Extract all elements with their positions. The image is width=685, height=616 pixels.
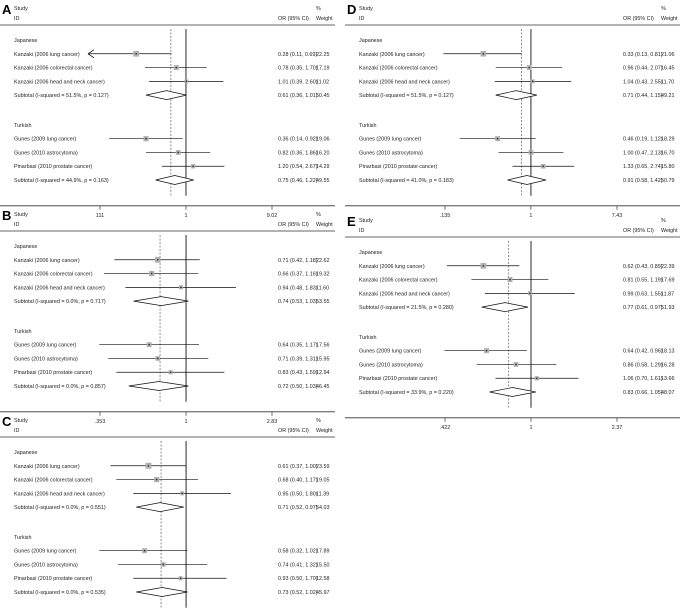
study-weight: 16.28: [661, 362, 675, 369]
header-percent: %: [316, 212, 321, 218]
study-or-ci: 0.36 (0.14, 0.92): [278, 136, 318, 143]
header-or: OR (95% CI): [278, 428, 309, 434]
subtotal-diamond: [482, 303, 528, 312]
study-or-ci: 0.93 (0.50, 1.70): [278, 576, 318, 583]
header-weight: Weight: [316, 428, 333, 434]
forest-plot-c: [0, 412, 335, 612]
study-label: Pinarbasi (2010 prostate cancer): [14, 576, 93, 583]
study-or-ci: 0.61 (0.37, 1.00): [278, 463, 318, 470]
subtotal-or-ci: 0.61 (0.36, 1.01): [278, 93, 318, 100]
study-weight: 11.02: [316, 79, 330, 86]
study-or-ci: 0.46 (0.19, 1.12): [623, 136, 663, 143]
x-tick-label: 1: [184, 212, 188, 219]
group-label: Japanese: [14, 450, 38, 456]
study-or-ci: 1.33 (0.65, 2.74): [623, 164, 663, 171]
study-weight: 16.20: [316, 150, 330, 157]
header-percent: %: [661, 218, 666, 224]
study-label: Kanzaki (2006 colorectal cancer): [14, 65, 93, 72]
study-label: Kanzaki (2006 head and neck cancer): [359, 79, 450, 86]
point-estimate-dot: [186, 81, 188, 83]
study-or-ci: 0.96 (0.44, 2.07): [623, 65, 663, 72]
subtotal-label: Subtotal (I-squared = 0.0%, p = 0.717): [14, 299, 106, 306]
study-label: Pinarbasi (2010 prostate cancer): [14, 370, 93, 377]
study-weight: 19.32: [316, 271, 330, 278]
study-weight: 21.06: [661, 51, 675, 58]
study-or-ci: 1.20 (0.54, 2.67): [278, 164, 318, 171]
point-estimate-dot: [151, 273, 153, 275]
subtotal-weight: 48.07: [661, 390, 675, 397]
point-estimate-dot: [156, 479, 158, 481]
subtotal-label: Subtotal (I-squared = 0.0%, p = 0.535): [14, 590, 106, 597]
subtotal-diamond: [508, 176, 546, 185]
subtotal-or-ci: 0.73 (0.52, 1.02): [278, 590, 318, 597]
header-id: ID: [14, 428, 20, 434]
study-or-ci: 0.74 (0.41, 1.32): [278, 562, 318, 569]
point-estimate-dot: [528, 67, 530, 69]
forest-panel-b: [0, 206, 335, 425]
point-estimate-dot: [162, 564, 164, 566]
study-label: Gunes (2010 astrocytoma): [14, 356, 78, 363]
subtotal-or-ci: 0.77 (0.61, 0.97): [623, 305, 663, 312]
group-label: Turkish: [14, 122, 32, 129]
header-weight: Weight: [316, 222, 333, 228]
study-weight: 17.89: [316, 548, 330, 555]
subtotal-diamond: [129, 382, 189, 391]
study-label: Kanzaki (2006 lung cancer): [14, 463, 80, 470]
header-or: OR (95% CI): [278, 222, 309, 228]
point-estimate-dot: [144, 550, 146, 552]
study-label: Kanzaki (2006 colorectal cancer): [359, 277, 438, 284]
study-weight: 19.05: [316, 477, 330, 484]
study-weight: 19.06: [316, 136, 330, 143]
study-weight: 17.19: [316, 65, 330, 72]
forest-panel-a: [0, 0, 335, 219]
study-weight: 15.95: [316, 356, 330, 363]
study-label: Kanzaki (2006 lung cancer): [14, 257, 80, 264]
point-estimate-dot: [515, 364, 517, 366]
subtotal-label: Subtotal (I-squared = 51.5%, p = 0.127): [359, 93, 454, 100]
study-weight: 18.13: [661, 348, 675, 355]
study-label: Kanzaki (2006 colorectal cancer): [359, 65, 438, 72]
subtotal-label: Subtotal (I-squared = 0.0%, p = 0.551): [14, 505, 106, 512]
header-id: ID: [359, 228, 365, 234]
study-label: Kanzaki (2006 head and neck cancer): [14, 491, 105, 498]
point-estimate-dot: [181, 493, 183, 495]
study-label: Gunes (2009 lung cancer): [359, 348, 422, 355]
header-weight: Weight: [661, 16, 678, 22]
study-weight: 12.58: [316, 576, 330, 583]
header-or: OR (95% CI): [278, 16, 309, 22]
study-weight: 13.66: [661, 376, 675, 383]
study-label: Gunes (2010 astrocytoma): [359, 362, 423, 369]
study-or-ci: 0.81 (0.55, 1.19): [623, 277, 663, 284]
forest-plot-a: [0, 0, 335, 219]
study-weight: 18.29: [661, 136, 675, 143]
header-id: ID: [14, 222, 20, 228]
subtotal-label: Subtotal (I-squared = 41.0%, p = 0.183): [359, 178, 454, 185]
study-weight: 11.87: [661, 291, 675, 298]
subtotal-diamond: [134, 297, 189, 306]
subtotal-label: Subtotal (I-squared = 0.0%, p = 0.857): [14, 384, 106, 391]
header-percent: %: [316, 418, 321, 424]
study-weight: 15.80: [661, 164, 675, 171]
group-label: Japanese: [14, 38, 38, 44]
forest-plot-e: [345, 212, 680, 431]
subtotal-diamond: [146, 91, 186, 100]
point-estimate-dot: [483, 53, 485, 55]
header-study: Study: [14, 212, 28, 218]
header-study: Study: [359, 218, 373, 224]
study-weight: 15.50: [316, 562, 330, 569]
point-estimate-dot: [529, 293, 531, 295]
subtotal-or-ci: 0.91 (0.58, 1.42): [623, 178, 663, 185]
point-estimate-dot: [536, 377, 538, 379]
point-estimate-dot: [145, 138, 147, 140]
x-tick-label: 111: [95, 212, 105, 219]
study-or-ci: 0.64 (0.35, 1.17): [278, 342, 318, 349]
header-percent: %: [661, 6, 666, 12]
header-weight: Weight: [661, 228, 678, 234]
point-estimate-dot: [177, 152, 179, 154]
subtotal-diamond: [156, 176, 194, 185]
x-tick-label: 1: [529, 424, 533, 431]
study-label: Kanzaki (2006 head and neck cancer): [14, 285, 105, 292]
header-id: ID: [359, 16, 365, 22]
study-weight: 17.56: [316, 342, 330, 349]
subtotal-weight: 46.45: [316, 384, 330, 391]
study-or-ci: 1.00 (0.47, 2.13): [623, 150, 663, 157]
x-tick-label: 2.83: [266, 418, 278, 425]
study-label: Pinarbasi (2010 prostate cancer): [14, 164, 93, 171]
forest-panel-e: [345, 212, 680, 431]
panel-label-a: A: [2, 2, 12, 17]
subtotal-weight: 50.45: [316, 93, 330, 100]
group-label: Turkish: [14, 534, 32, 541]
study-label: Kanzaki (2006 lung cancer): [14, 51, 80, 58]
subtotal-weight: 53.55: [316, 299, 330, 306]
x-tick-label: 9.02: [266, 212, 278, 219]
point-estimate-dot: [542, 165, 544, 167]
study-or-ci: 0.95 (0.50, 1.80): [278, 491, 318, 498]
header-study: Study: [14, 6, 28, 12]
subtotal-weight: 49.21: [661, 93, 675, 100]
study-label: Kanzaki (2006 lung cancer): [359, 51, 425, 58]
study-weight: 11.70: [661, 79, 675, 86]
subtotal-diamond: [136, 503, 183, 512]
x-tick-label: 2.37: [611, 424, 623, 431]
study-weight: 16.45: [661, 65, 675, 72]
study-or-ci: 1.06 (0.70, 1.61): [623, 376, 663, 383]
header-percent: %: [316, 6, 321, 12]
group-label: Turkish: [359, 334, 377, 341]
study-weight: 11.39: [316, 491, 330, 498]
point-estimate-dot: [157, 259, 159, 261]
subtotal-weight: 45.97: [316, 590, 330, 597]
study-or-ci: 0.78 (0.35, 1.70): [278, 65, 318, 72]
point-estimate-dot: [170, 371, 172, 373]
group-label: Japanese: [14, 244, 38, 250]
study-label: Pinarbasi (2010 prostate cancer): [359, 164, 438, 171]
study-label: Kanzaki (2006 lung cancer): [359, 263, 425, 270]
study-weight: 12.94: [316, 370, 330, 377]
group-label: Japanese: [359, 250, 383, 256]
study-weight: 16.70: [661, 150, 675, 157]
study-weight: 14.29: [316, 164, 330, 171]
point-estimate-dot: [497, 138, 499, 140]
point-estimate-dot: [530, 152, 532, 154]
point-estimate-dot: [148, 344, 150, 346]
subtotal-label: Subtotal (I-squared = 51.5%, p = 0.127): [14, 93, 109, 100]
forest-plot-b: [0, 206, 335, 425]
study-weight: 23.59: [316, 463, 330, 470]
header-id: ID: [14, 16, 20, 22]
group-label: Turkish: [359, 122, 377, 129]
panel-label-c: C: [2, 414, 12, 429]
forest-plot-d: [345, 0, 680, 219]
study-label: Gunes (2010 astrocytoma): [359, 150, 423, 157]
study-or-ci: 1.04 (0.43, 2.55): [623, 79, 663, 86]
study-or-ci: 0.66 (0.37, 1.16): [278, 271, 318, 278]
study-label: Gunes (2010 astrocytoma): [14, 150, 78, 157]
point-estimate-dot: [157, 358, 159, 360]
x-tick-label: 1: [529, 212, 533, 219]
study-or-ci: 0.82 (0.36, 1.86): [278, 150, 318, 157]
study-label: Gunes (2009 lung cancer): [14, 136, 77, 143]
point-estimate-dot: [180, 287, 182, 289]
study-label: Kanzaki (2006 head and neck cancer): [14, 79, 105, 86]
subtotal-diamond: [136, 588, 187, 597]
panel-label-e: E: [347, 214, 356, 229]
header-study: Study: [14, 418, 28, 424]
point-estimate-dot: [135, 53, 137, 55]
subtotal-or-ci: 0.71 (0.44, 1.15): [623, 93, 663, 100]
study-or-ci: 0.33 (0.13, 0.81): [623, 51, 663, 58]
point-estimate-dot: [148, 465, 150, 467]
study-or-ci: 0.83 (0.43, 1.59): [278, 370, 318, 377]
subtotal-or-ci: 0.83 (0.66, 1.05): [623, 390, 663, 397]
point-estimate-dot: [483, 265, 485, 267]
subtotal-weight: 50.79: [661, 178, 675, 185]
subtotal-or-ci: 0.71 (0.52, 0.97): [278, 505, 318, 512]
x-tick-label: 1: [184, 418, 188, 425]
group-label: Japanese: [359, 38, 383, 44]
subtotal-or-ci: 0.75 (0.46, 1.22): [278, 178, 318, 185]
subtotal-label: Subtotal (I-squared = 21.5%, p = 0.280): [359, 305, 454, 312]
study-or-ci: 0.58 (0.32, 1.02): [278, 548, 318, 555]
point-estimate-dot: [175, 67, 177, 69]
group-label: Turkish: [14, 328, 32, 335]
study-or-ci: 0.71 (0.39, 1.31): [278, 356, 318, 363]
subtotal-or-ci: 0.74 (0.53, 1.03): [278, 299, 318, 306]
study-or-ci: 0.62 (0.43, 0.89): [623, 263, 663, 270]
study-or-ci: 0.86 (0.58, 1.29): [623, 362, 663, 369]
subtotal-label: Subtotal (I-squared = 44.9%, p = 0.163): [14, 178, 109, 185]
x-tick-label: .135: [439, 212, 451, 219]
study-weight: 11.60: [316, 285, 330, 292]
forest-panel-c: [0, 412, 335, 612]
subtotal-diamond: [490, 388, 536, 397]
panel-label-d: D: [347, 2, 357, 17]
study-or-ci: 0.28 (0.11, 0.69): [278, 51, 318, 58]
study-label: Gunes (2009 lung cancer): [14, 342, 77, 349]
panel-label-b: B: [2, 208, 12, 223]
study-or-ci: 0.64 (0.42, 0.96): [623, 348, 663, 355]
study-or-ci: 0.94 (0.48, 1.83): [278, 285, 318, 292]
study-or-ci: 0.99 (0.63, 1.55): [623, 291, 663, 298]
point-estimate-dot: [192, 165, 194, 167]
header-or: OR (95% CI): [623, 16, 654, 22]
point-estimate-dot: [509, 279, 511, 281]
subtotal-label: Subtotal (I-squared = 33.9%, p = 0.220): [359, 390, 454, 397]
subtotal-or-ci: 0.72 (0.50, 1.03): [278, 384, 318, 391]
study-or-ci: 1.01 (0.39, 2.60): [278, 79, 318, 86]
point-estimate-dot: [486, 350, 488, 352]
x-tick-label: .353: [94, 418, 106, 425]
study-label: Kanzaki (2006 colorectal cancer): [14, 271, 93, 278]
study-label: Gunes (2009 lung cancer): [359, 136, 422, 143]
subtotal-weight: 51.93: [661, 305, 675, 312]
study-weight: 17.69: [661, 277, 675, 284]
study-or-ci: 0.71 (0.42, 1.18): [278, 257, 318, 264]
forest-panel-d: [345, 0, 680, 219]
header-or: OR (95% CI): [623, 228, 654, 234]
study-weight: 22.39: [661, 263, 675, 270]
point-estimate-dot: [532, 81, 534, 83]
subtotal-weight: 49.55: [316, 178, 330, 185]
study-weight: 22.62: [316, 257, 330, 264]
study-label: Pinarbasi (2010 prostate cancer): [359, 376, 438, 383]
study-label: Gunes (2010 astrocytoma): [14, 562, 78, 569]
x-tick-label: .422: [439, 424, 451, 431]
x-tick-label: 7.43: [611, 212, 623, 219]
study-or-ci: 0.68 (0.40, 1.17): [278, 477, 318, 484]
study-label: Kanzaki (2006 head and neck cancer): [359, 291, 450, 298]
header-weight: Weight: [316, 16, 333, 22]
subtotal-weight: 54.03: [316, 505, 330, 512]
study-label: Kanzaki (2006 colorectal cancer): [14, 477, 93, 484]
study-weight: 22.25: [316, 51, 330, 58]
header-study: Study: [359, 6, 373, 12]
point-estimate-dot: [180, 577, 182, 579]
study-label: Gunes (2009 lung cancer): [14, 548, 77, 555]
